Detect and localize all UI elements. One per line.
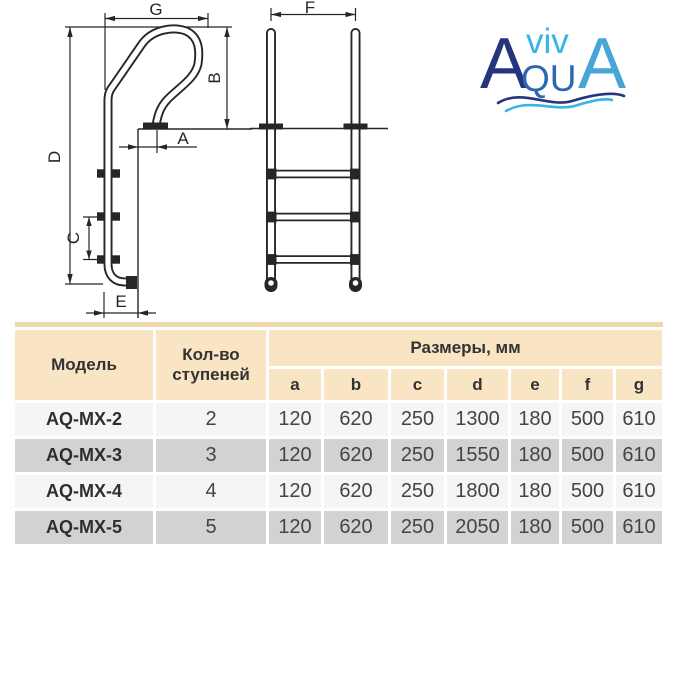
- wall-anchor: [126, 276, 137, 289]
- header-col-e: e: [511, 369, 559, 400]
- header-model: Модель: [15, 330, 153, 400]
- value-cell: 620: [324, 403, 388, 436]
- header-col-g: g: [616, 369, 662, 400]
- value-cell: 1800: [447, 475, 508, 508]
- value-cell: 610: [616, 403, 662, 436]
- front-view-rails: [265, 33, 363, 292]
- value-cell: 500: [562, 403, 613, 436]
- logo-qu-text: QU: [521, 58, 577, 99]
- side-view-handrail: [108, 29, 199, 282]
- dimension-c: [83, 217, 100, 260]
- header-steps: Кол-во ступеней: [156, 330, 266, 400]
- value-cell: 620: [324, 511, 388, 544]
- header-col-d: d: [447, 369, 508, 400]
- value-cell: 120: [269, 511, 321, 544]
- value-cell: 180: [511, 475, 559, 508]
- dim-label-c: C: [64, 231, 83, 245]
- model-cell: AQ-MX-2: [15, 403, 153, 436]
- steps-cell: 4: [156, 475, 266, 508]
- value-cell: 180: [511, 511, 559, 544]
- table-row: [15, 403, 662, 436]
- value-cell: 500: [562, 475, 613, 508]
- value-cell: 120: [269, 439, 321, 472]
- brand-logo: [480, 22, 626, 111]
- logo-letter-a1: A: [480, 24, 529, 104]
- header-col-b: b: [324, 369, 388, 400]
- value-cell: 1300: [447, 403, 508, 436]
- logo-letter-a2: A: [578, 24, 627, 104]
- value-cell: 610: [616, 475, 662, 508]
- value-cell: 610: [616, 439, 662, 472]
- dim-label-d: D: [45, 150, 64, 164]
- logo-viva-text: viv: [526, 22, 569, 61]
- header-col-c: c: [391, 369, 444, 400]
- dim-label-e: E: [115, 292, 127, 311]
- value-cell: 180: [511, 403, 559, 436]
- deck-flange-front-right: [344, 124, 368, 130]
- spec-table: [12, 327, 665, 547]
- value-cell: 120: [269, 475, 321, 508]
- value-cell: 250: [391, 511, 444, 544]
- header-col-f: f: [562, 369, 613, 400]
- front-view-steps: [266, 169, 361, 265]
- value-cell: 250: [391, 475, 444, 508]
- value-cell: 500: [562, 511, 613, 544]
- value-cell: 620: [324, 475, 388, 508]
- value-cell: 250: [391, 403, 444, 436]
- table-row: [15, 475, 662, 508]
- steps-cell: 5: [156, 511, 266, 544]
- steps-cell: 3: [156, 439, 266, 472]
- value-cell: 610: [616, 511, 662, 544]
- header-sizes: Размеры, мм: [269, 330, 662, 366]
- deck-flange-side: [143, 123, 168, 129]
- dim-label-f: F: [304, 0, 316, 17]
- ladder-drawing: [0, 0, 693, 322]
- dimension-b: [224, 27, 229, 129]
- dim-label-a: A: [177, 129, 189, 148]
- table-row: [15, 511, 662, 544]
- model-cell: AQ-MX-3: [15, 439, 153, 472]
- value-cell: 2050: [447, 511, 508, 544]
- value-cell: 500: [562, 439, 613, 472]
- header-col-a: a: [269, 369, 321, 400]
- value-cell: 120: [269, 403, 321, 436]
- deck-flange-front-left: [259, 124, 283, 130]
- value-cell: 620: [324, 439, 388, 472]
- value-cell: 180: [511, 439, 559, 472]
- dimension-d: [65, 27, 103, 284]
- steps-cell: 2: [156, 403, 266, 436]
- dim-label-b: B: [205, 72, 224, 84]
- model-cell: AQ-MX-5: [15, 511, 153, 544]
- value-cell: 250: [391, 439, 444, 472]
- value-cell: 1550: [447, 439, 508, 472]
- dim-label-g: G: [149, 0, 163, 19]
- model-cell: AQ-MX-4: [15, 475, 153, 508]
- table-row: [15, 439, 662, 472]
